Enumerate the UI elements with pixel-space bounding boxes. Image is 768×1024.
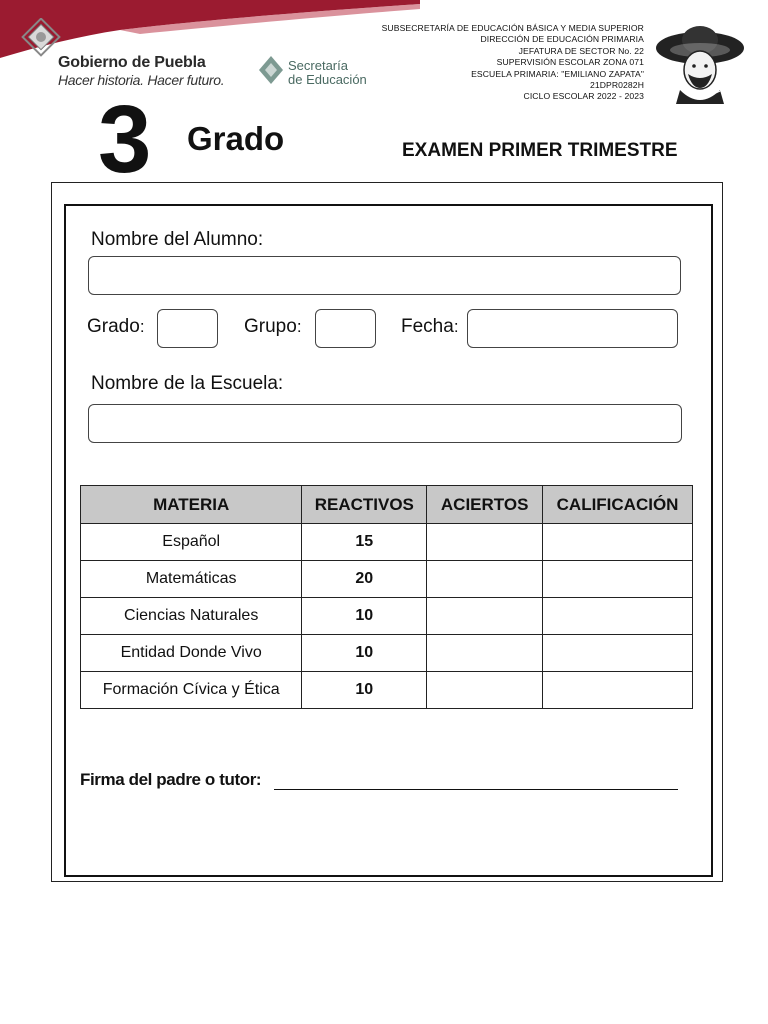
subject-cell: Español: [81, 524, 302, 561]
school-name-label: Nombre de la Escuela:: [91, 373, 284, 394]
school-portrait-logo: [652, 18, 748, 108]
table-header-row: [81, 486, 693, 524]
signature-line[interactable]: [274, 789, 678, 790]
grade-number: 3: [98, 86, 152, 193]
grade-cell[interactable]: [543, 524, 693, 561]
grade-cell[interactable]: [543, 672, 693, 709]
group-field[interactable]: [315, 309, 376, 348]
grade-field[interactable]: [157, 309, 218, 348]
grade-label-colon: :: [139, 317, 145, 336]
header-materia: MATERIA: [81, 486, 302, 524]
government-name: Gobierno de Puebla: [58, 54, 206, 71]
items-cell: 10: [302, 672, 427, 709]
table-row: [81, 524, 693, 561]
items-cell: 10: [302, 635, 427, 672]
student-name-field[interactable]: [88, 256, 681, 295]
header-reactivos: REACTIVOS: [302, 486, 427, 524]
items-cell: 15: [302, 524, 427, 561]
grade-label-text: Grado: [87, 316, 140, 337]
exam-title: EXAMEN PRIMER TRIMESTRE: [402, 140, 678, 161]
info-line: JEFATURA DE SECTOR No. 22: [518, 45, 644, 56]
subject-cell: Entidad Donde Vivo: [81, 635, 302, 672]
group-label-text: Grupo: [244, 316, 297, 337]
items-cell: 10: [302, 598, 427, 635]
government-slogan: Hacer historia. Hacer futuro.: [58, 72, 225, 88]
date-label-text: Fecha: [401, 316, 454, 337]
date-label-colon: :: [453, 317, 459, 336]
grade-cell[interactable]: [543, 598, 693, 635]
secretaria-emblem-icon: [257, 54, 285, 86]
institution-info: [382, 23, 644, 103]
header-aciertos: ACIERTOS: [427, 486, 543, 524]
subject-cell: Matemáticas: [81, 561, 302, 598]
info-line: CICLO ESCOLAR 2022 - 2023: [523, 91, 644, 102]
date-label: [401, 316, 459, 338]
student-name-label: Nombre del Alumno:: [91, 229, 264, 250]
info-line: SUPERVISIÓN ESCOLAR ZONA 071: [496, 57, 644, 68]
subject-cell: Ciencias Naturales: [81, 598, 302, 635]
items-cell: 20: [302, 561, 427, 598]
correct-cell[interactable]: [427, 635, 543, 672]
date-field[interactable]: [467, 309, 678, 348]
subject-cell: Formación Cívica y Ética: [81, 672, 302, 709]
secretaria-line-2: de Educación: [288, 72, 367, 87]
info-line: 21DPR0282H: [589, 80, 644, 91]
table-row: [81, 561, 693, 598]
table-row: [81, 672, 693, 709]
correct-cell[interactable]: [427, 598, 543, 635]
table-row: [81, 598, 693, 635]
school-name-field[interactable]: [88, 404, 682, 443]
grade-label: [87, 316, 145, 338]
grade-cell[interactable]: [543, 635, 693, 672]
info-line: SUBSECRETARÍA DE EDUCACIÓN BÁSICA Y MEDIA SUPERIOR: [381, 23, 644, 33]
grades-table: [80, 485, 693, 709]
correct-cell[interactable]: [427, 672, 543, 709]
info-line: ESCUELA PRIMARIA: "EMILIANO ZAPATA": [471, 68, 644, 79]
grade-word: Grado: [187, 120, 285, 157]
group-label: [244, 316, 302, 338]
signature-label: Firma del padre o tutor:: [80, 770, 262, 789]
correct-cell[interactable]: [427, 524, 543, 561]
secretaria-line-1: Secretaría: [288, 58, 348, 73]
info-line: DIRECCIÓN DE EDUCACIÓN PRIMARIA: [480, 34, 644, 45]
header-calificacion: CALIFICACIÓN: [543, 486, 693, 524]
grade-cell[interactable]: [543, 561, 693, 598]
table-row: [81, 635, 693, 672]
correct-cell[interactable]: [427, 561, 543, 598]
group-label-colon: :: [296, 317, 302, 336]
